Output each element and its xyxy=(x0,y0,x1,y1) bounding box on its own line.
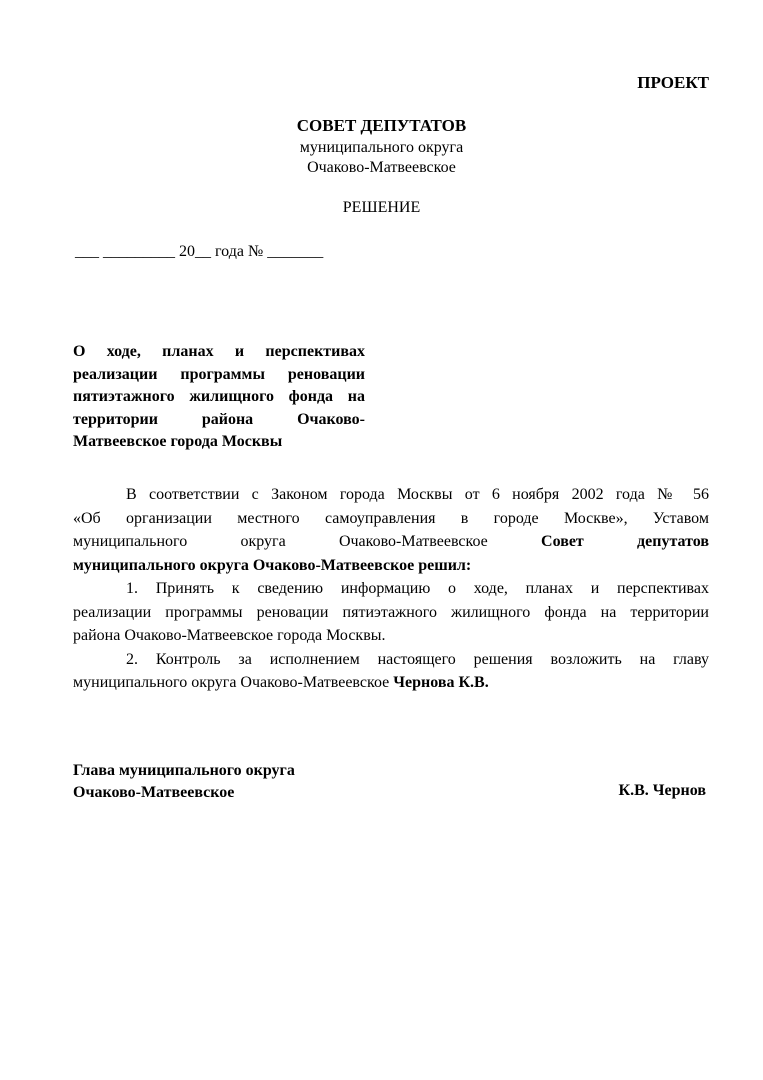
preamble-line: В соответствии с Законом города Москвы от 6 ноября 2002 года № 56 xyxy=(126,486,709,503)
signature-name: К.В. Чернов xyxy=(618,782,706,799)
preamble-line xyxy=(73,530,709,554)
title-line: Матвеевское города Москвы xyxy=(73,433,283,450)
council-subtitle-line1: муниципального округа xyxy=(299,139,464,156)
council-subtitle-line2: Очаково-Матвеевское xyxy=(307,159,456,176)
item-2-line: 2. Контроль за исполнением настоящего решения возложить на главу xyxy=(126,650,709,668)
title-line: территории района Очаково- xyxy=(73,410,365,428)
item-2-text: муниципального округа Очаково-Матвеевское xyxy=(73,674,390,691)
responsible-person: Чернова К.В. xyxy=(393,674,489,691)
signature-position xyxy=(73,760,295,804)
signature-position-line1: Глава муниципального округа xyxy=(73,762,295,779)
preamble-line: «Об организации местного самоуправления в городе Москве», Уставом xyxy=(73,509,709,527)
item-2-line xyxy=(73,671,709,695)
item-1-line: района Очаково-Матвеевское города Москвы. xyxy=(73,627,386,644)
draft-stamp: ПРОЕКТ xyxy=(637,73,709,92)
item-1-line: 1. Принять к сведению информацию о ходе, планах и перспективах xyxy=(126,580,709,597)
council-name: СОВЕТ ДЕПУТАТОВ xyxy=(296,116,467,135)
title-line: О ходе, планах и перспективах xyxy=(73,343,365,360)
date-number-line: ___ _________ 20__ года № _______ xyxy=(75,243,324,260)
decision-title xyxy=(73,341,365,454)
council-reference: Совет депутатов xyxy=(541,533,709,550)
title-line: пятиэтажного жилищного фонда на xyxy=(73,388,365,405)
decision-body xyxy=(73,483,709,695)
signature-position-line2: Очаково-Матвеевское xyxy=(73,784,235,801)
item-1-line: реализации программы реновации пятиэтажного жилищного фонда на территории xyxy=(73,603,709,621)
title-line: реализации программы реновации xyxy=(73,365,365,383)
document-type: РЕШЕНИЕ xyxy=(342,199,421,216)
preamble-resolution: муниципального округа Очаково-Матвеевское решил: xyxy=(73,556,472,574)
preamble-text: муниципального округа Очаково-Матвеевское xyxy=(73,533,488,550)
